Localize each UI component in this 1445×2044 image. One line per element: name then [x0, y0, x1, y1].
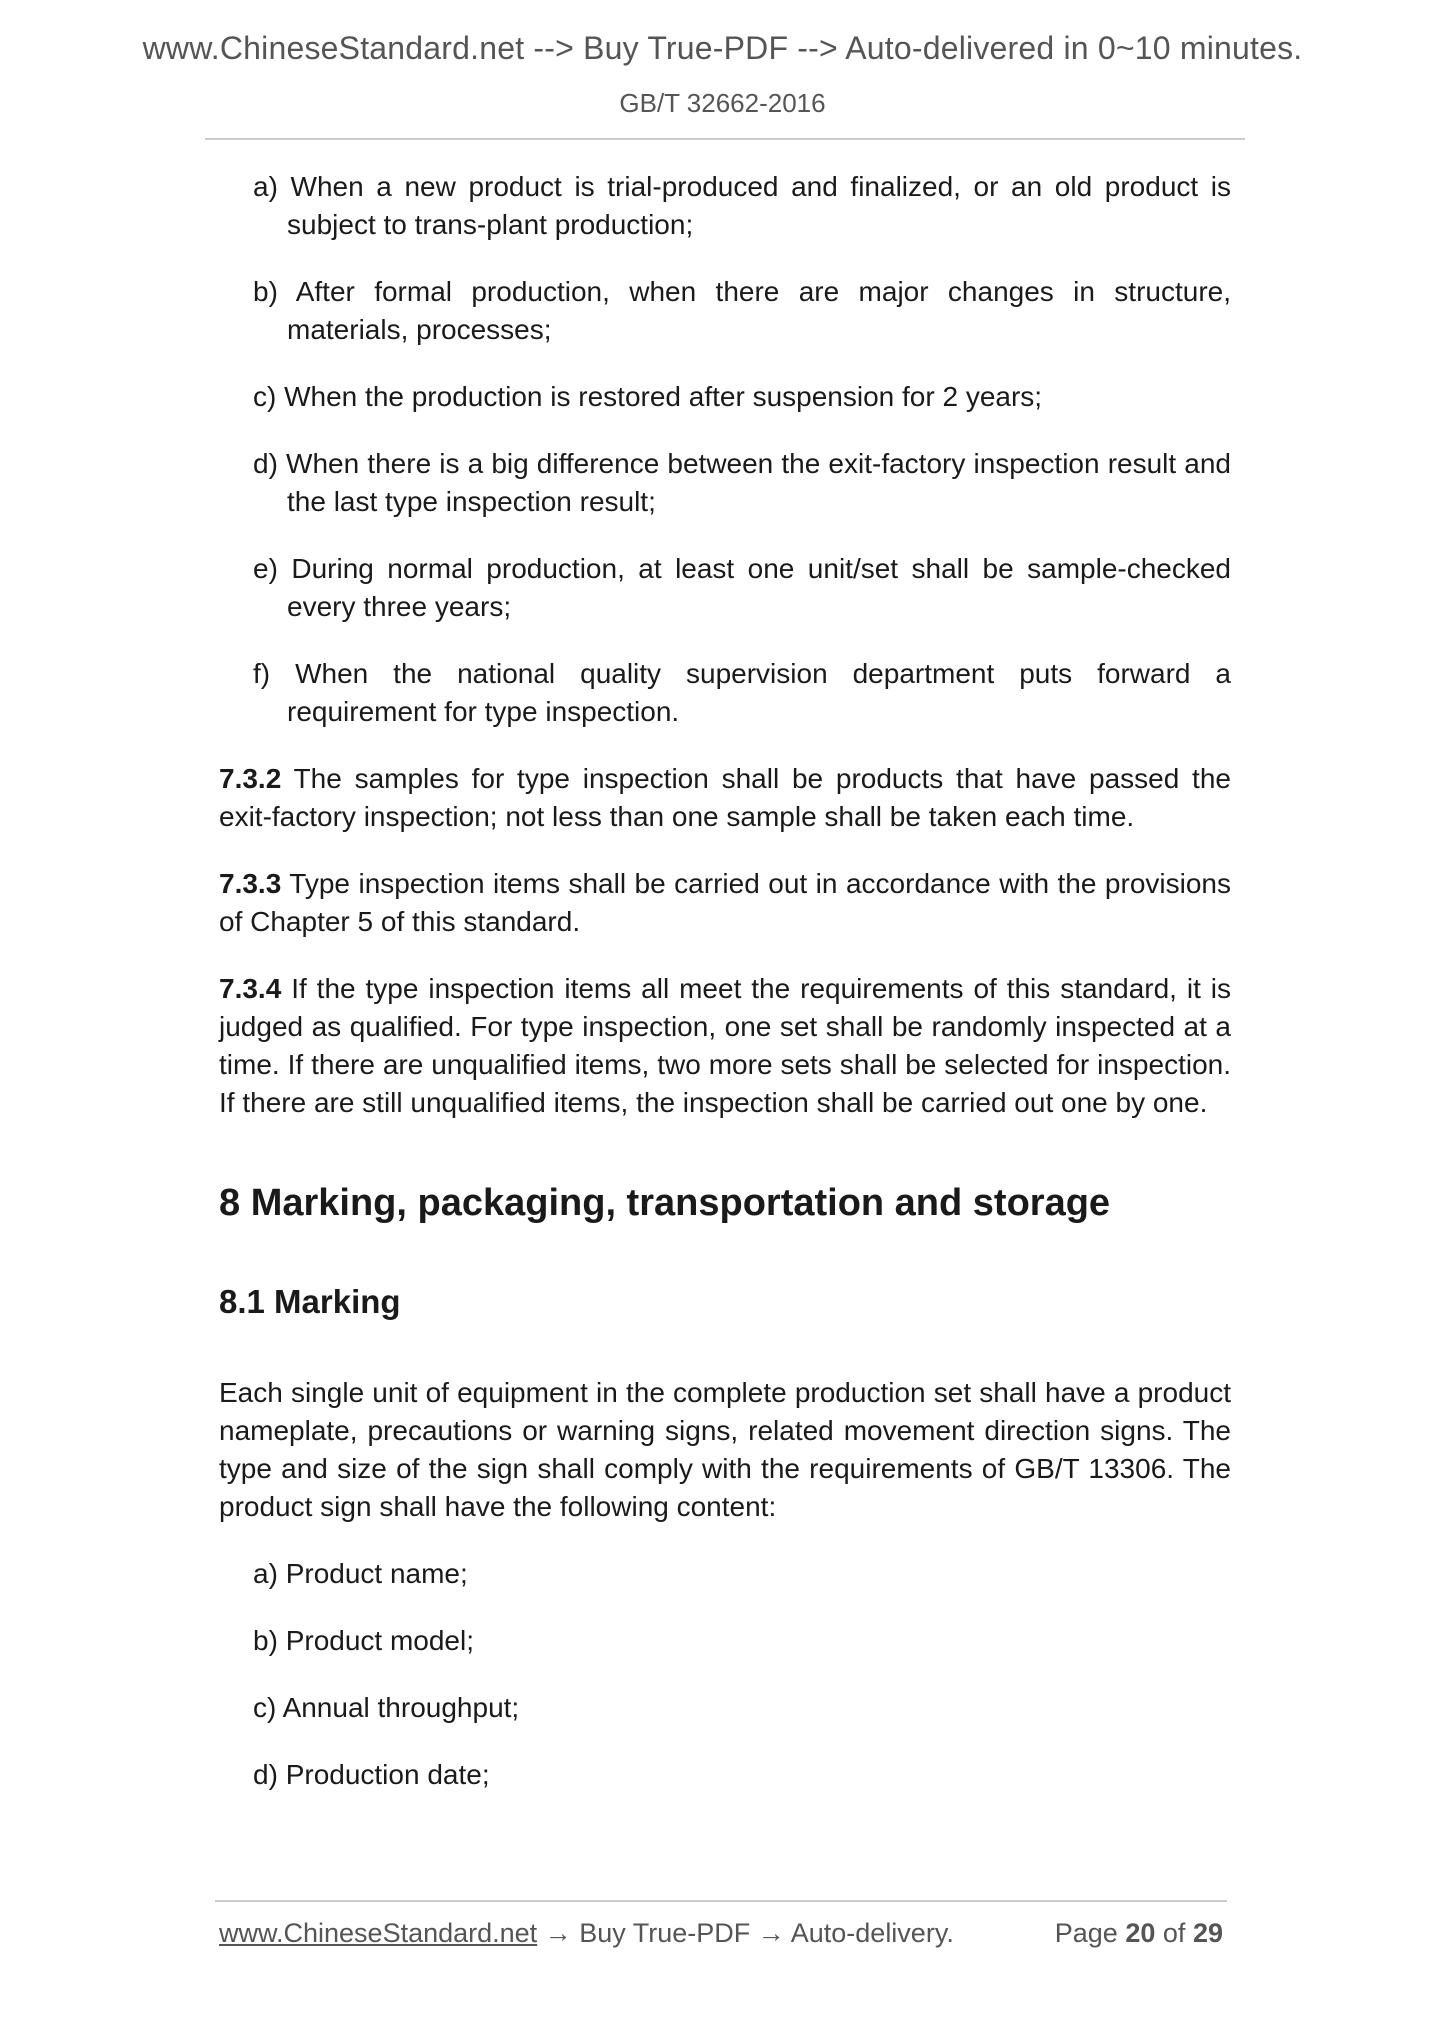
list-item-label: c): [253, 381, 277, 412]
page-footer: [219, 1918, 1223, 1949]
clause-text: Type inspection items shall be carried out in accordance with the provisions of Chapter 5 of this standard.: [219, 868, 1231, 937]
list-item: [219, 655, 1231, 731]
list-item-text: Product model;: [285, 1625, 475, 1656]
list-item-text: When a new product is trial-produced and finalized, or an old product is subject to trans-plant production;: [287, 171, 1232, 240]
list-item-text: Product name;: [285, 1558, 468, 1589]
list-item-label: d): [253, 448, 278, 479]
list-item-text: When the national quality supervision department puts forward a requirement for type inspection.: [287, 658, 1232, 727]
list-item: [219, 1555, 1231, 1593]
list-item: [219, 1622, 1231, 1660]
list-item-label: f): [253, 658, 271, 689]
page-total: 29: [1192, 1918, 1223, 1948]
list-item: [219, 168, 1231, 244]
site-banner: www.ChineseStandard.net --> Buy True-PDF --> Auto-delivered in 0~10 minutes.: [142, 30, 1303, 66]
clause-number: 7.3.2: [219, 763, 282, 794]
list-item-label: d): [253, 1759, 278, 1790]
footer-tagline: → Buy True-PDF → Auto-delivery.: [537, 1918, 954, 1948]
list-item-text: When the production is restored after suspension for 2 years;: [284, 381, 1043, 412]
list-item-text: When there is a big difference between the exit-factory inspection result and the last type inspection result;: [286, 448, 1232, 517]
clause-number: 7.3.4: [219, 973, 282, 1004]
clause-7-3-2: [219, 760, 1231, 836]
clause-text: If the type inspection items all meet the requirements of this standard, it is judged as qualified. For type inspection, one set shall be randomly inspected at a time. If there are unqualified items, two more sets shall be selected for inspection. If there are still unqualified items, the inspection shall be carried out one by one.: [219, 973, 1231, 1118]
document-body: [219, 168, 1231, 1823]
list-item: [219, 445, 1231, 521]
list-item: [219, 273, 1231, 349]
list-item-text: During normal production, at least one unit/set shall be sample-checked every three years;: [287, 553, 1232, 622]
list-item-label: a): [253, 1558, 278, 1589]
list-item-text: After formal production, when there are major changes in structure, materials, processes;: [287, 276, 1231, 345]
subsection-heading: 8.1 Marking: [219, 1283, 401, 1320]
list-item-label: b): [253, 276, 278, 307]
list-item: [219, 1689, 1231, 1727]
clause-number: 7.3.3: [219, 868, 282, 899]
clause-text: The samples for type inspection shall be products that have passed the exit-factory inspection; not less than one sample shall be taken each time.: [219, 763, 1231, 832]
page-label: Page: [1054, 1918, 1118, 1948]
marking-paragraph: Each single unit of equipment in the complete production set shall have a product nameplate, precautions or warning signs, related movement direction signs. The type and size of the sign shall comply with the requirements of GB/T 13306. The product sign shall have the following content:: [219, 1377, 1231, 1522]
header-divider: [205, 138, 1245, 140]
page-current: 20: [1125, 1918, 1156, 1948]
footer-divider: [215, 1900, 1227, 1902]
clause-7-3-3: [219, 865, 1231, 941]
list-item: [219, 550, 1231, 626]
list-item-label: e): [253, 553, 278, 584]
list-item-text: Annual throughput;: [282, 1692, 520, 1723]
list-item-text: Production date;: [285, 1759, 490, 1790]
list-item: [219, 1756, 1231, 1794]
footer-site-link[interactable]: www.ChineseStandard.net: [219, 1918, 538, 1948]
list-item-label: c): [253, 1692, 277, 1723]
list-item-label: b): [253, 1625, 278, 1656]
standard-code: GB/T 32662-2016: [619, 88, 826, 118]
section-heading: 8 Marking, packaging, transportation and storage: [219, 1182, 1111, 1224]
page-of: of: [1162, 1918, 1186, 1948]
page-indicator: [1055, 1918, 1223, 1949]
list-item-label: a): [253, 171, 278, 202]
list-item: [219, 378, 1231, 416]
clause-7-3-4: [219, 970, 1231, 1122]
